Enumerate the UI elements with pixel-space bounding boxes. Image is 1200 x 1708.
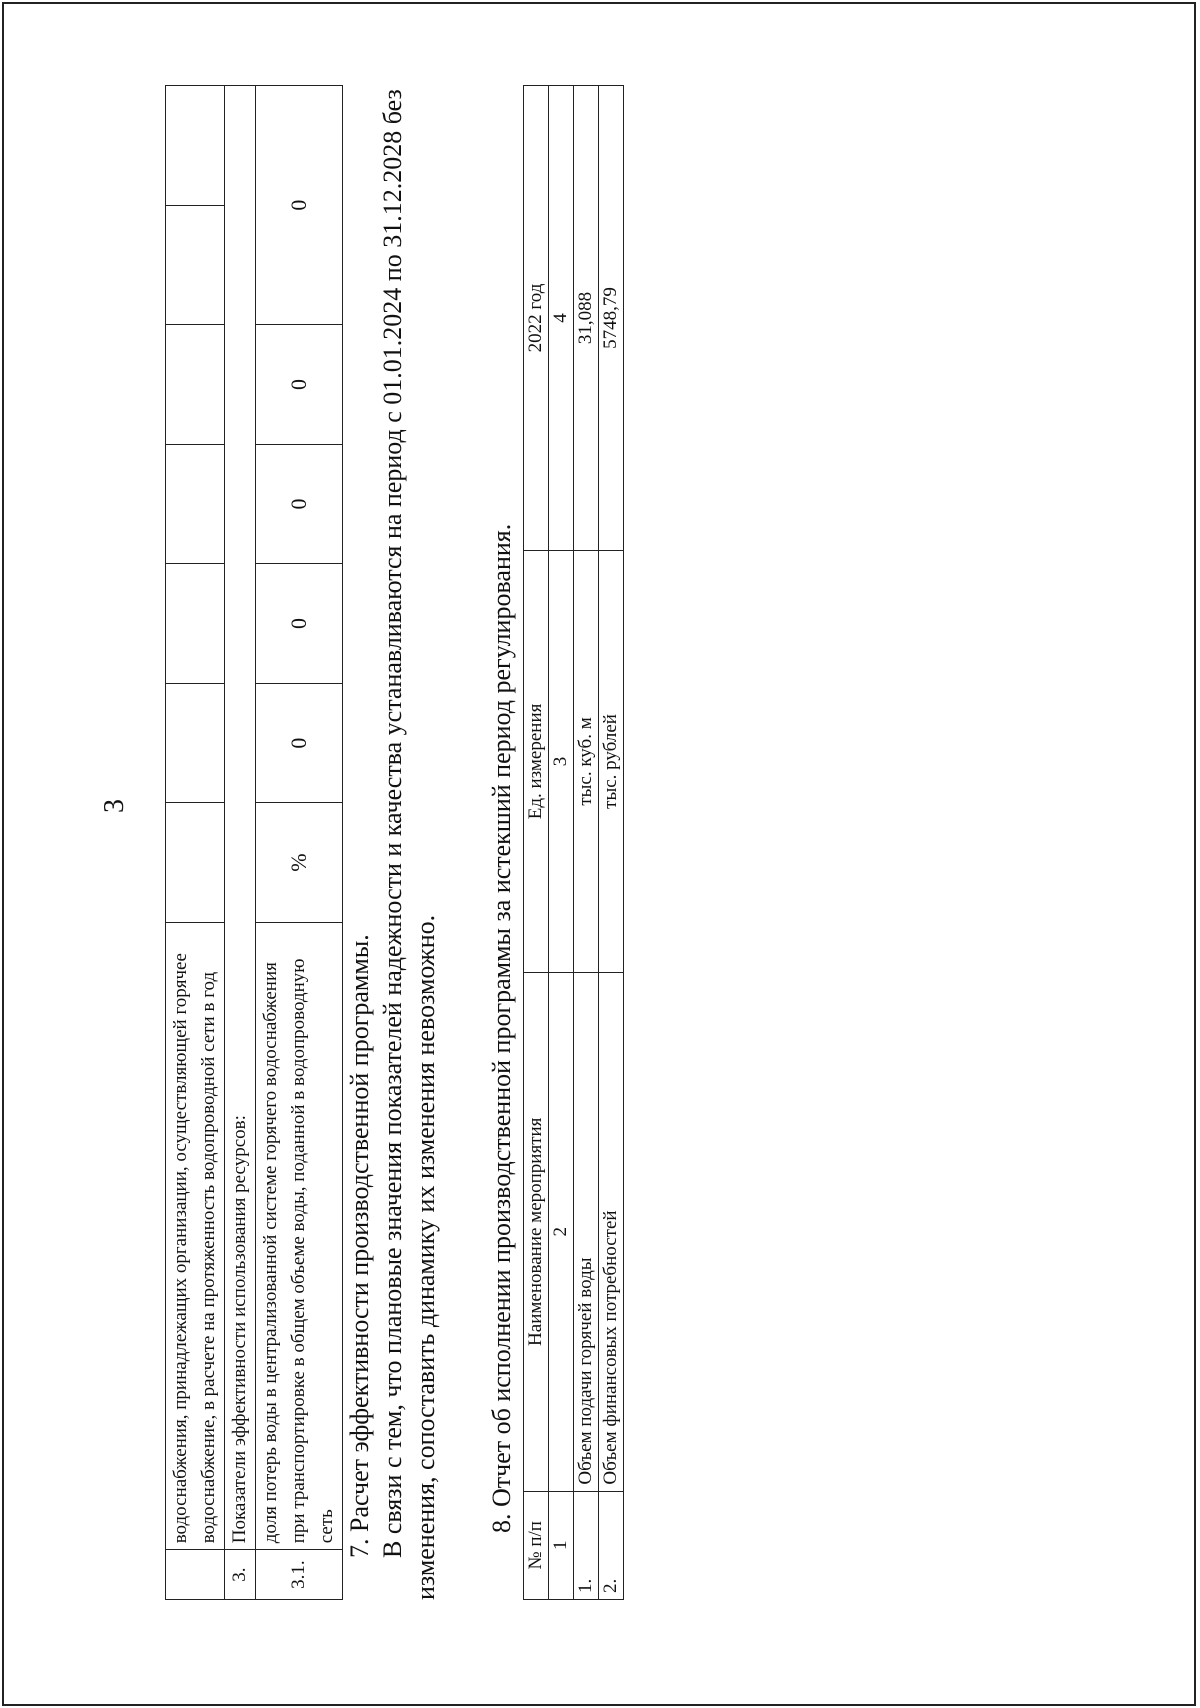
row-value (166, 325, 225, 445)
table-row (599, 86, 624, 1600)
row-unit: тыс. куб. м (574, 550, 599, 972)
column-number: 2 (549, 972, 574, 1491)
indicators-table (165, 85, 343, 1600)
column-number: 4 (549, 86, 574, 551)
table-row (166, 86, 225, 1600)
row-value (166, 564, 225, 684)
row-value (166, 683, 225, 803)
table-row (225, 86, 256, 1600)
table-row (574, 86, 599, 1600)
column-header: Наименование мероприятия (524, 972, 549, 1491)
column-number: 1 (549, 1491, 574, 1599)
section-8 (485, 0, 518, 1600)
section-7-heading: 7. Расчет эффективности производственной программы. (345, 934, 374, 1558)
table-row (256, 86, 343, 1600)
row-value: 31,088 (574, 86, 599, 551)
row-value (166, 86, 225, 206)
row-value: 5748,79 (599, 86, 624, 551)
column-header: № п/п (524, 1491, 549, 1599)
row-text: водоснабжения, принадлежащих организации, осуществляющей горячее водоснабжение, в расчете на протяженность водопроводной сети в год (166, 922, 225, 1549)
row-value: 0 (256, 683, 343, 803)
section-7 (343, 0, 442, 1600)
row-unit: тыс. рублей (599, 550, 624, 972)
column-header: Ед. измерения (524, 550, 549, 972)
row-text: доля потерь воды в централизованной системе горячего водоснабжения при транспортировке в общем объеме воды, поданной в водопроводную сеть (256, 922, 343, 1549)
row-value: 0 (256, 444, 343, 564)
row-value: 0 (256, 564, 343, 684)
column-number: 3 (549, 550, 574, 972)
row-value (166, 803, 225, 923)
row-number (166, 1550, 225, 1600)
row-activity: Объем подачи горячей воды (574, 972, 599, 1491)
row-number: 3. (225, 1550, 256, 1600)
table-numbering-row (549, 86, 574, 1600)
report-table (523, 85, 624, 1600)
row-value (166, 444, 225, 564)
row-activity: Объем финансовых потребностей (599, 972, 624, 1491)
row-text: Показатели эффективности использования ресурсов: (225, 86, 256, 1550)
section-7-paragraph: В связи с тем, что плановые значения показателей надежности и качества устанавливаются на период с 01.01.2024 по 31.12.2028 без изменения, сопоставить динамику их изменения невозможно. (378, 89, 440, 1600)
section-8-heading: 8. Отчет об исполнении производственной программы за истекший период регулирования. (487, 523, 516, 1533)
row-number: 1. (574, 1491, 599, 1599)
row-value: 0 (256, 86, 343, 325)
row-number: 2. (599, 1491, 624, 1599)
page-number: 3 (99, 799, 130, 813)
table-header-row (524, 86, 549, 1600)
row-number: 3.1. (256, 1550, 343, 1600)
rotated-content (165, 0, 1105, 1600)
row-value: 0 (256, 325, 343, 445)
row-unit: % (256, 803, 343, 923)
column-header: 2022 год (524, 86, 549, 551)
row-value (166, 205, 225, 325)
